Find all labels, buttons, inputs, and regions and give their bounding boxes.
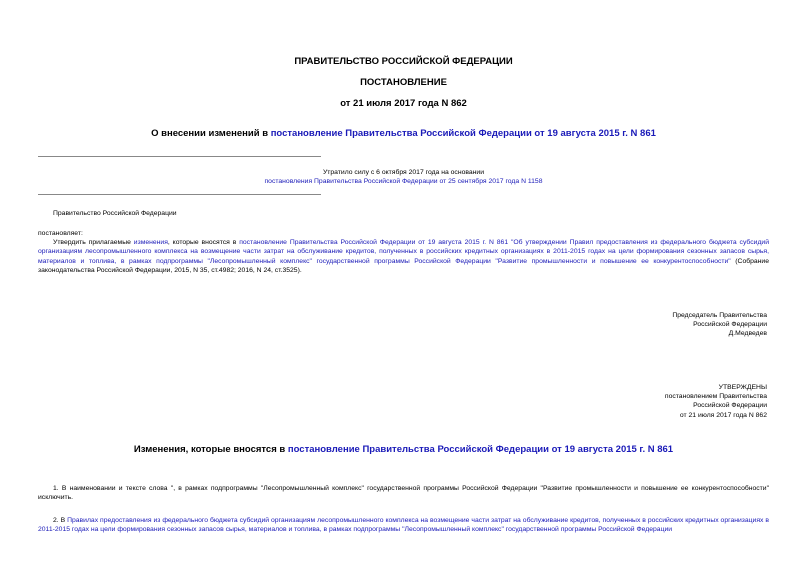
approval-line-3: Российской Федерации [693, 402, 767, 410]
divider-top [38, 156, 321, 157]
changes-title-link[interactable]: постановление Правительства Российской Федерации от 19 августа 2015 г. N 861 [287, 444, 674, 455]
approval-date: от 21 июля 2017 года N 862 [679, 411, 767, 419]
p1-text-b: , которые вносятся в [167, 239, 240, 246]
repeal-notice-link[interactable]: постановления Правительства Российской Федерации от 25 сентября 2017 года N 1158 [264, 178, 543, 186]
signature-name: Д.Медведев [728, 330, 767, 338]
approval-block [665, 383, 767, 420]
repeal-notice [0, 168, 807, 186]
p1-text-a: Утвердить прилагаемые [53, 239, 134, 246]
p1-text-d: (Собрание законодательства Российской Федерации, 2015, N 35, ст.4982; 2016, N 24, ст.3525). [38, 257, 770, 275]
paragraph-1 [38, 238, 769, 276]
title-link[interactable]: постановление Правительства Российской Федерации от 19 августа 2015 г. N 861 [270, 128, 656, 139]
approval-title: УТВЕРЖДЕНЫ [718, 384, 767, 391]
divider-bottom [38, 194, 321, 195]
document-date: от 21 июля 2017 года N 862 [340, 98, 467, 109]
change-item-1: 1. В наименовании и тексте слова ", в рамках подпрограммы "Лесопромышленный комплекс" государственной программы Российской Федерации "Развитие промышленности и повышение ее конкурентоспособности" исключить. [38, 485, 769, 502]
approval-line-2: постановлением Правительства [664, 393, 767, 401]
item2-text: 2. В [53, 517, 68, 524]
p1-resolution-title: "Об утверждении Правил предоставления из федерального бюджета субсидий организациям лесопромышленного комплекса на возмещение части затрат на обслуживание кредитов, полученных в российских кредитных организациях в 2011-2015 годах на цели формирования сезонных запасов сырья, материалов и топлива, в рамках подпрограммы "Лесопромышленный комплекс" государственной программы Российской Федерации "Развитие промышленности и повышение ее конкурентоспособности" [38, 239, 770, 265]
government-heading: ПРАВИТЕЛЬСТВО РОССИЙСКОЙ ФЕДЕРАЦИИ [294, 56, 513, 67]
government-label: Правительство Российской Федерации [53, 210, 177, 217]
item2-rules-link[interactable]: Правилах предоставления из федерального бюджета субсидий организациям лесопромышленного комплекса на возмещение части затрат на обслуживание кредитов, полученных в российских кредитных организациях в 2011-2015 годах на цели формирования сезонных запасов сырья, материалов и топлива, в рамках подпрограммы "Лесопромышленный комплекс" государственной программы Российской Федерации [38, 517, 769, 534]
document-type: ПОСТАНОВЛЕНИЕ [360, 77, 447, 88]
decrees-label: постановляет: [38, 230, 83, 237]
p1-resolution-link[interactable]: постановление Правительства Российской Федерации от 19 августа 2015 г. N 861 [239, 239, 509, 246]
changes-title-prefix: Изменения, которые вносятся в [133, 444, 288, 455]
changes-title [0, 444, 807, 455]
document-title [0, 128, 807, 139]
title-prefix: О внесении изменений в [151, 128, 271, 139]
signature-block [672, 311, 767, 339]
repeal-notice-text: Утратило силу с 6 октября 2017 года на основании [322, 169, 485, 176]
change-item-2 [38, 516, 769, 535]
signature-org: Российской Федерации [693, 321, 767, 329]
p1-changes-link[interactable]: изменения [133, 239, 168, 246]
signature-title: Председатель Правительства [672, 312, 767, 319]
